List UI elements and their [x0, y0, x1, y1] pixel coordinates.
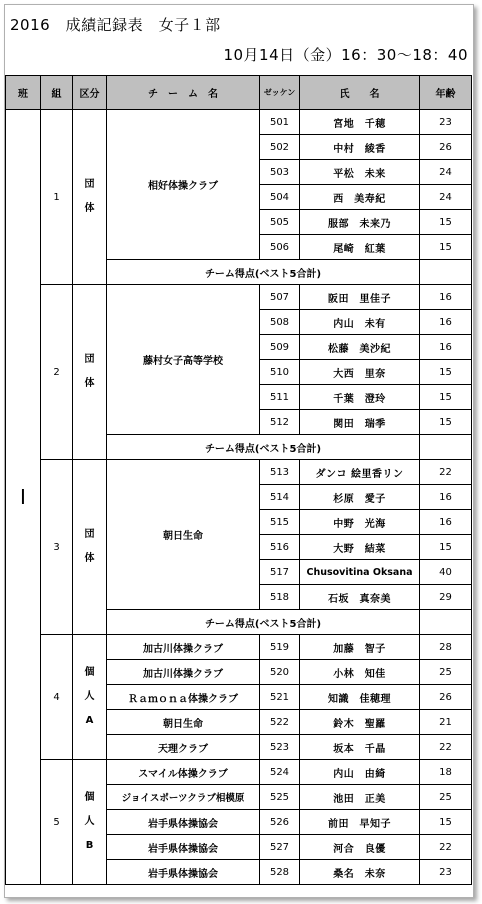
team-cell: 岩手県体操協会: [107, 860, 260, 885]
athlete-name: 石坂 真奈美: [300, 585, 420, 610]
age-cell: 40: [420, 560, 472, 585]
age-cell: 15: [420, 535, 472, 560]
athlete-name: 鈴木 聖羅: [300, 710, 420, 735]
age-cell: 21: [420, 710, 472, 735]
team-score-value: [420, 610, 472, 635]
zekken-cell: 510: [260, 360, 300, 385]
header-kumi: 組: [41, 76, 73, 110]
athlete-name: 阪田 里佳子: [300, 285, 420, 310]
zekken-cell: 525: [260, 785, 300, 810]
athlete-name: 中野 光海: [300, 510, 420, 535]
age-cell: 15: [420, 410, 472, 435]
age-cell: 15: [420, 385, 472, 410]
zekken-cell: 517: [260, 560, 300, 585]
age-cell: 26: [420, 685, 472, 710]
athlete-name: 加藤 智子: [300, 635, 420, 660]
kumi-cell: 3: [41, 460, 73, 635]
zekken-cell: 507: [260, 285, 300, 310]
athlete-name: 中村 綾香: [300, 135, 420, 160]
age-cell: 23: [420, 860, 472, 885]
athlete-name: 河合 良優: [300, 835, 420, 860]
zekken-cell: 519: [260, 635, 300, 660]
header-han: 班: [6, 76, 41, 110]
zekken-cell: 514: [260, 485, 300, 510]
athlete-name: 坂本 千晶: [300, 735, 420, 760]
table-row: [6, 460, 472, 485]
age-cell: 28: [420, 635, 472, 660]
team-cell: ジョイスポーツクラブ相模原: [107, 785, 260, 810]
zekken-cell: 505: [260, 210, 300, 235]
age-cell: 16: [420, 510, 472, 535]
zekken-cell: 512: [260, 410, 300, 435]
athlete-name: 西 美寿紀: [300, 185, 420, 210]
team-cell: 朝日生命: [107, 710, 260, 735]
team-cell: 岩手県体操協会: [107, 810, 260, 835]
age-cell: 22: [420, 735, 472, 760]
zekken-cell: 513: [260, 460, 300, 485]
zekken-cell: 506: [260, 235, 300, 260]
team-cell: スマイル体操クラブ: [107, 760, 260, 785]
team-score-label: チーム得点(ベスト5合計): [107, 435, 420, 460]
zekken-cell: 526: [260, 810, 300, 835]
zekken-cell: 503: [260, 160, 300, 185]
age-cell: 15: [420, 210, 472, 235]
zekken-cell: 523: [260, 735, 300, 760]
zekken-cell: 502: [260, 135, 300, 160]
athlete-name: 宮地 千穂: [300, 110, 420, 135]
athlete-name: 大野 結菜: [300, 535, 420, 560]
age-cell: 24: [420, 185, 472, 210]
zekken-cell: 520: [260, 660, 300, 685]
age-cell: 25: [420, 785, 472, 810]
zekken-cell: 528: [260, 860, 300, 885]
han-cell: Ⅰ: [6, 110, 41, 885]
table-row: [6, 635, 472, 660]
kubun-cell: 個 人 A: [73, 635, 107, 760]
kumi-cell: 1: [41, 110, 73, 285]
athlete-name: 前田 早知子: [300, 810, 420, 835]
team-cell: 岩手県体操協会: [107, 835, 260, 860]
athlete-name: 松藤 美沙紀: [300, 335, 420, 360]
team-cell: 相好体操クラブ: [107, 110, 260, 260]
team-cell: 朝日生命: [107, 460, 260, 610]
team-cell: 加古川体操クラブ: [107, 635, 260, 660]
kumi-cell: 2: [41, 285, 73, 460]
age-cell: 16: [420, 310, 472, 335]
header-kubun: 区分: [73, 76, 107, 110]
zekken-cell: 515: [260, 510, 300, 535]
zekken-cell: 521: [260, 685, 300, 710]
age-cell: 22: [420, 835, 472, 860]
results-table: [5, 75, 472, 885]
team-cell: 加古川体操クラブ: [107, 660, 260, 685]
team-score-label: チーム得点(ベスト5合計): [107, 260, 420, 285]
kubun-cell: 団 体: [73, 460, 107, 635]
athlete-name: 服部 未来乃: [300, 210, 420, 235]
age-cell: 16: [420, 485, 472, 510]
header-team: チ ー ム 名: [107, 76, 260, 110]
age-cell: 23: [420, 110, 472, 135]
team-score-label: チーム得点(ベスト5合計): [107, 610, 420, 635]
team-score-value: [420, 260, 472, 285]
zekken-cell: 518: [260, 585, 300, 610]
athlete-name: 池田 正美: [300, 785, 420, 810]
zekken-cell: 509: [260, 335, 300, 360]
athlete-name: 杉原 愛子: [300, 485, 420, 510]
age-cell: 26: [420, 135, 472, 160]
age-cell: 16: [420, 335, 472, 360]
age-cell: 15: [420, 235, 472, 260]
table-row: [6, 285, 472, 310]
kubun-cell: 団 体: [73, 285, 107, 460]
athlete-name: ダンコ 絵里香リン: [300, 460, 420, 485]
athlete-name: Chusovitina Oksana: [300, 560, 420, 585]
kumi-cell: 5: [41, 760, 73, 885]
page-title: 2016 成績記録表 女子１部: [10, 16, 221, 34]
zekken-cell: 522: [260, 710, 300, 735]
athlete-name: 尾崎 紅葉: [300, 235, 420, 260]
age-cell: 24: [420, 160, 472, 185]
athlete-name: 内山 未有: [300, 310, 420, 335]
header-zekken: ゼッケン: [260, 76, 300, 110]
athlete-name: 大西 里奈: [300, 360, 420, 385]
event-datetime: 10月14日（金）16：30〜18：40: [223, 46, 468, 64]
team-score-value: [420, 435, 472, 460]
athlete-name: 知識 佳穂理: [300, 685, 420, 710]
athlete-name: 小林 知佳: [300, 660, 420, 685]
age-cell: 18: [420, 760, 472, 785]
zekken-cell: 501: [260, 110, 300, 135]
table-row: [6, 760, 472, 785]
age-cell: 15: [420, 360, 472, 385]
team-cell: Ｒａｍｏｎａ体操クラブ: [107, 685, 260, 710]
zekken-cell: 527: [260, 835, 300, 860]
age-cell: 15: [420, 810, 472, 835]
zekken-cell: 524: [260, 760, 300, 785]
kumi-cell: 4: [41, 635, 73, 760]
age-cell: 22: [420, 460, 472, 485]
header-name: 氏 名: [300, 76, 420, 110]
zekken-cell: 511: [260, 385, 300, 410]
zekken-cell: 504: [260, 185, 300, 210]
age-cell: 25: [420, 660, 472, 685]
kubun-cell: 個 人 B: [73, 760, 107, 885]
age-cell: 29: [420, 585, 472, 610]
zekken-cell: 516: [260, 535, 300, 560]
team-cell: 藤村女子高等学校: [107, 285, 260, 435]
table-header-row: [6, 76, 472, 110]
kubun-cell: 団 体: [73, 110, 107, 285]
age-cell: 16: [420, 285, 472, 310]
athlete-name: 桑名 未奈: [300, 860, 420, 885]
header-age: 年齢: [420, 76, 472, 110]
zekken-cell: 508: [260, 310, 300, 335]
table-row: [6, 110, 472, 135]
athlete-name: 内山 由綺: [300, 760, 420, 785]
athlete-name: 平松 未来: [300, 160, 420, 185]
athlete-name: 関田 瑞季: [300, 410, 420, 435]
team-cell: 天理クラブ: [107, 735, 260, 760]
athlete-name: 千葉 澄玲: [300, 385, 420, 410]
